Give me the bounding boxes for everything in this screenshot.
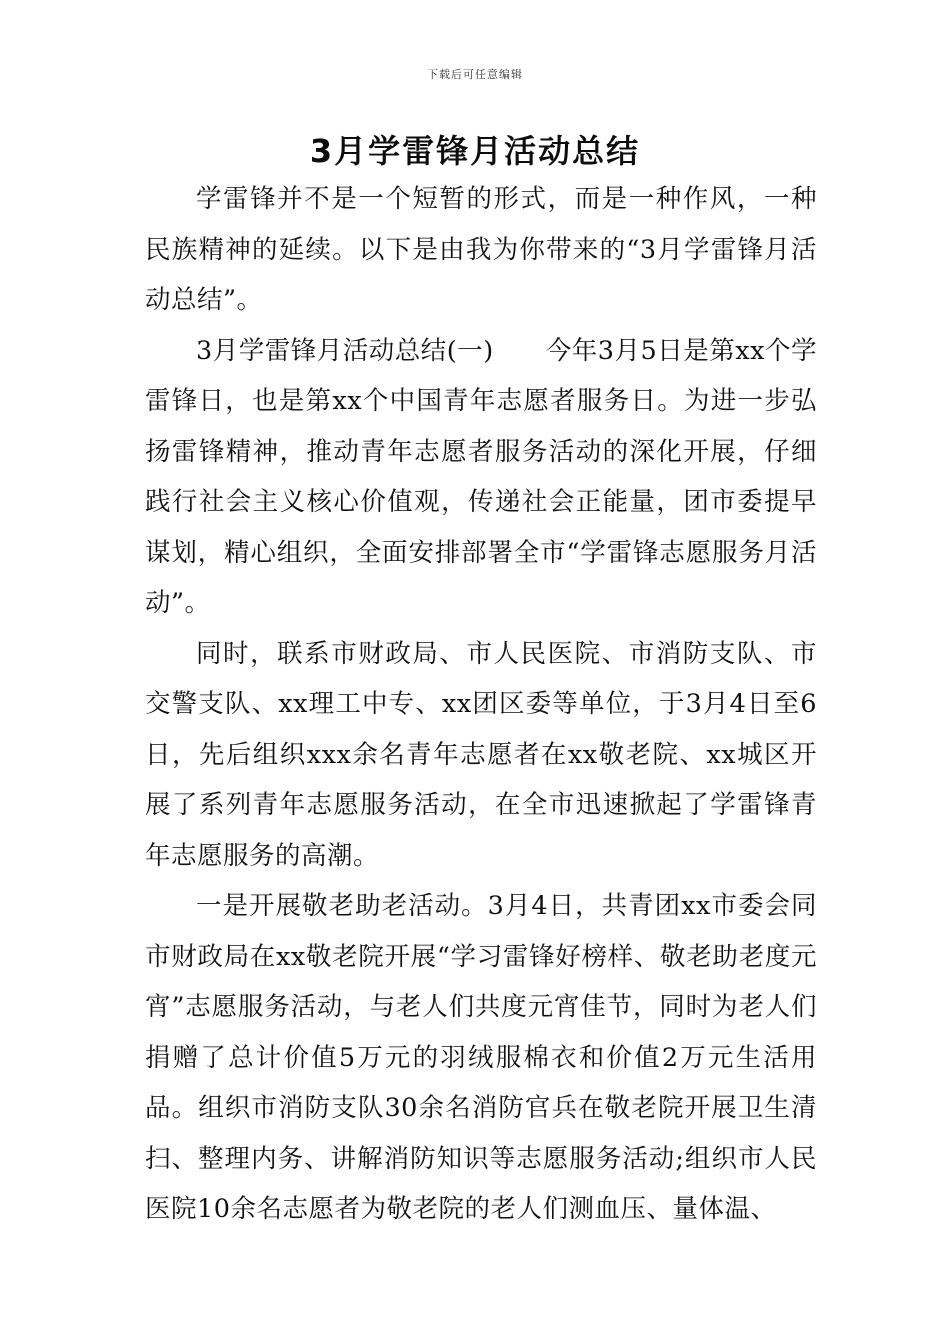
paragraph-elderly-care: 一是开展敬老助老活动。3月4日，共青团xx市委会同市财政局在xx敬老院开展“学习雷锋好榜样、敬老助老度元宵”志愿服务活动，与老人们共度元宵佳节，同时为老人们捐赠了总计价值5万元的羽绒服棉衣和价值2万元生活用品。组织市消防支队30余名消防官兵在敬老院开展卫生清扫、整理内务、讲解消防知识等志愿服务活动;组织市人民医院10余名志愿者为敬老院的老人们测血压、量体温、	[145, 891, 817, 1224]
paragraph-summary-one: 3月学雷锋月活动总结(一) 今年3月5日是第xx个学雷锋日，也是第xx个中国青年志愿者服务日。为进一步弘扬雷锋精神，推动青年志愿者服务活动的深化开展，仔细践行社会主义核心价值观，传递社会正能量，团市委提早谋划，精心组织，全面安排部署全市“学雷锋志愿服务月活动”。	[145, 335, 817, 618]
paragraph-cooperation: 同时，联系市财政局、市人民医院、市消防支队、市交警支队、xx理工中专、xx团区委等单位，于3月4日至6日，先后组织xxx余名青年志愿者在xx敬老院、xx城区开展了系列青年志愿服务活动，在全市迅速掀起了学雷锋青年志愿服务的高潮。	[145, 638, 817, 871]
document-body	[145, 174, 817, 1235]
paragraph-intro: 学雷锋并不是一个短暂的形式，而是一种作风，一种民族精神的延续。以下是由我为你带来的“3月学雷锋月活动总结”。	[145, 184, 817, 315]
header-note: 下载后可任意编辑	[427, 68, 523, 81]
document-title: 3月学雷锋月活动总结	[309, 132, 641, 170]
